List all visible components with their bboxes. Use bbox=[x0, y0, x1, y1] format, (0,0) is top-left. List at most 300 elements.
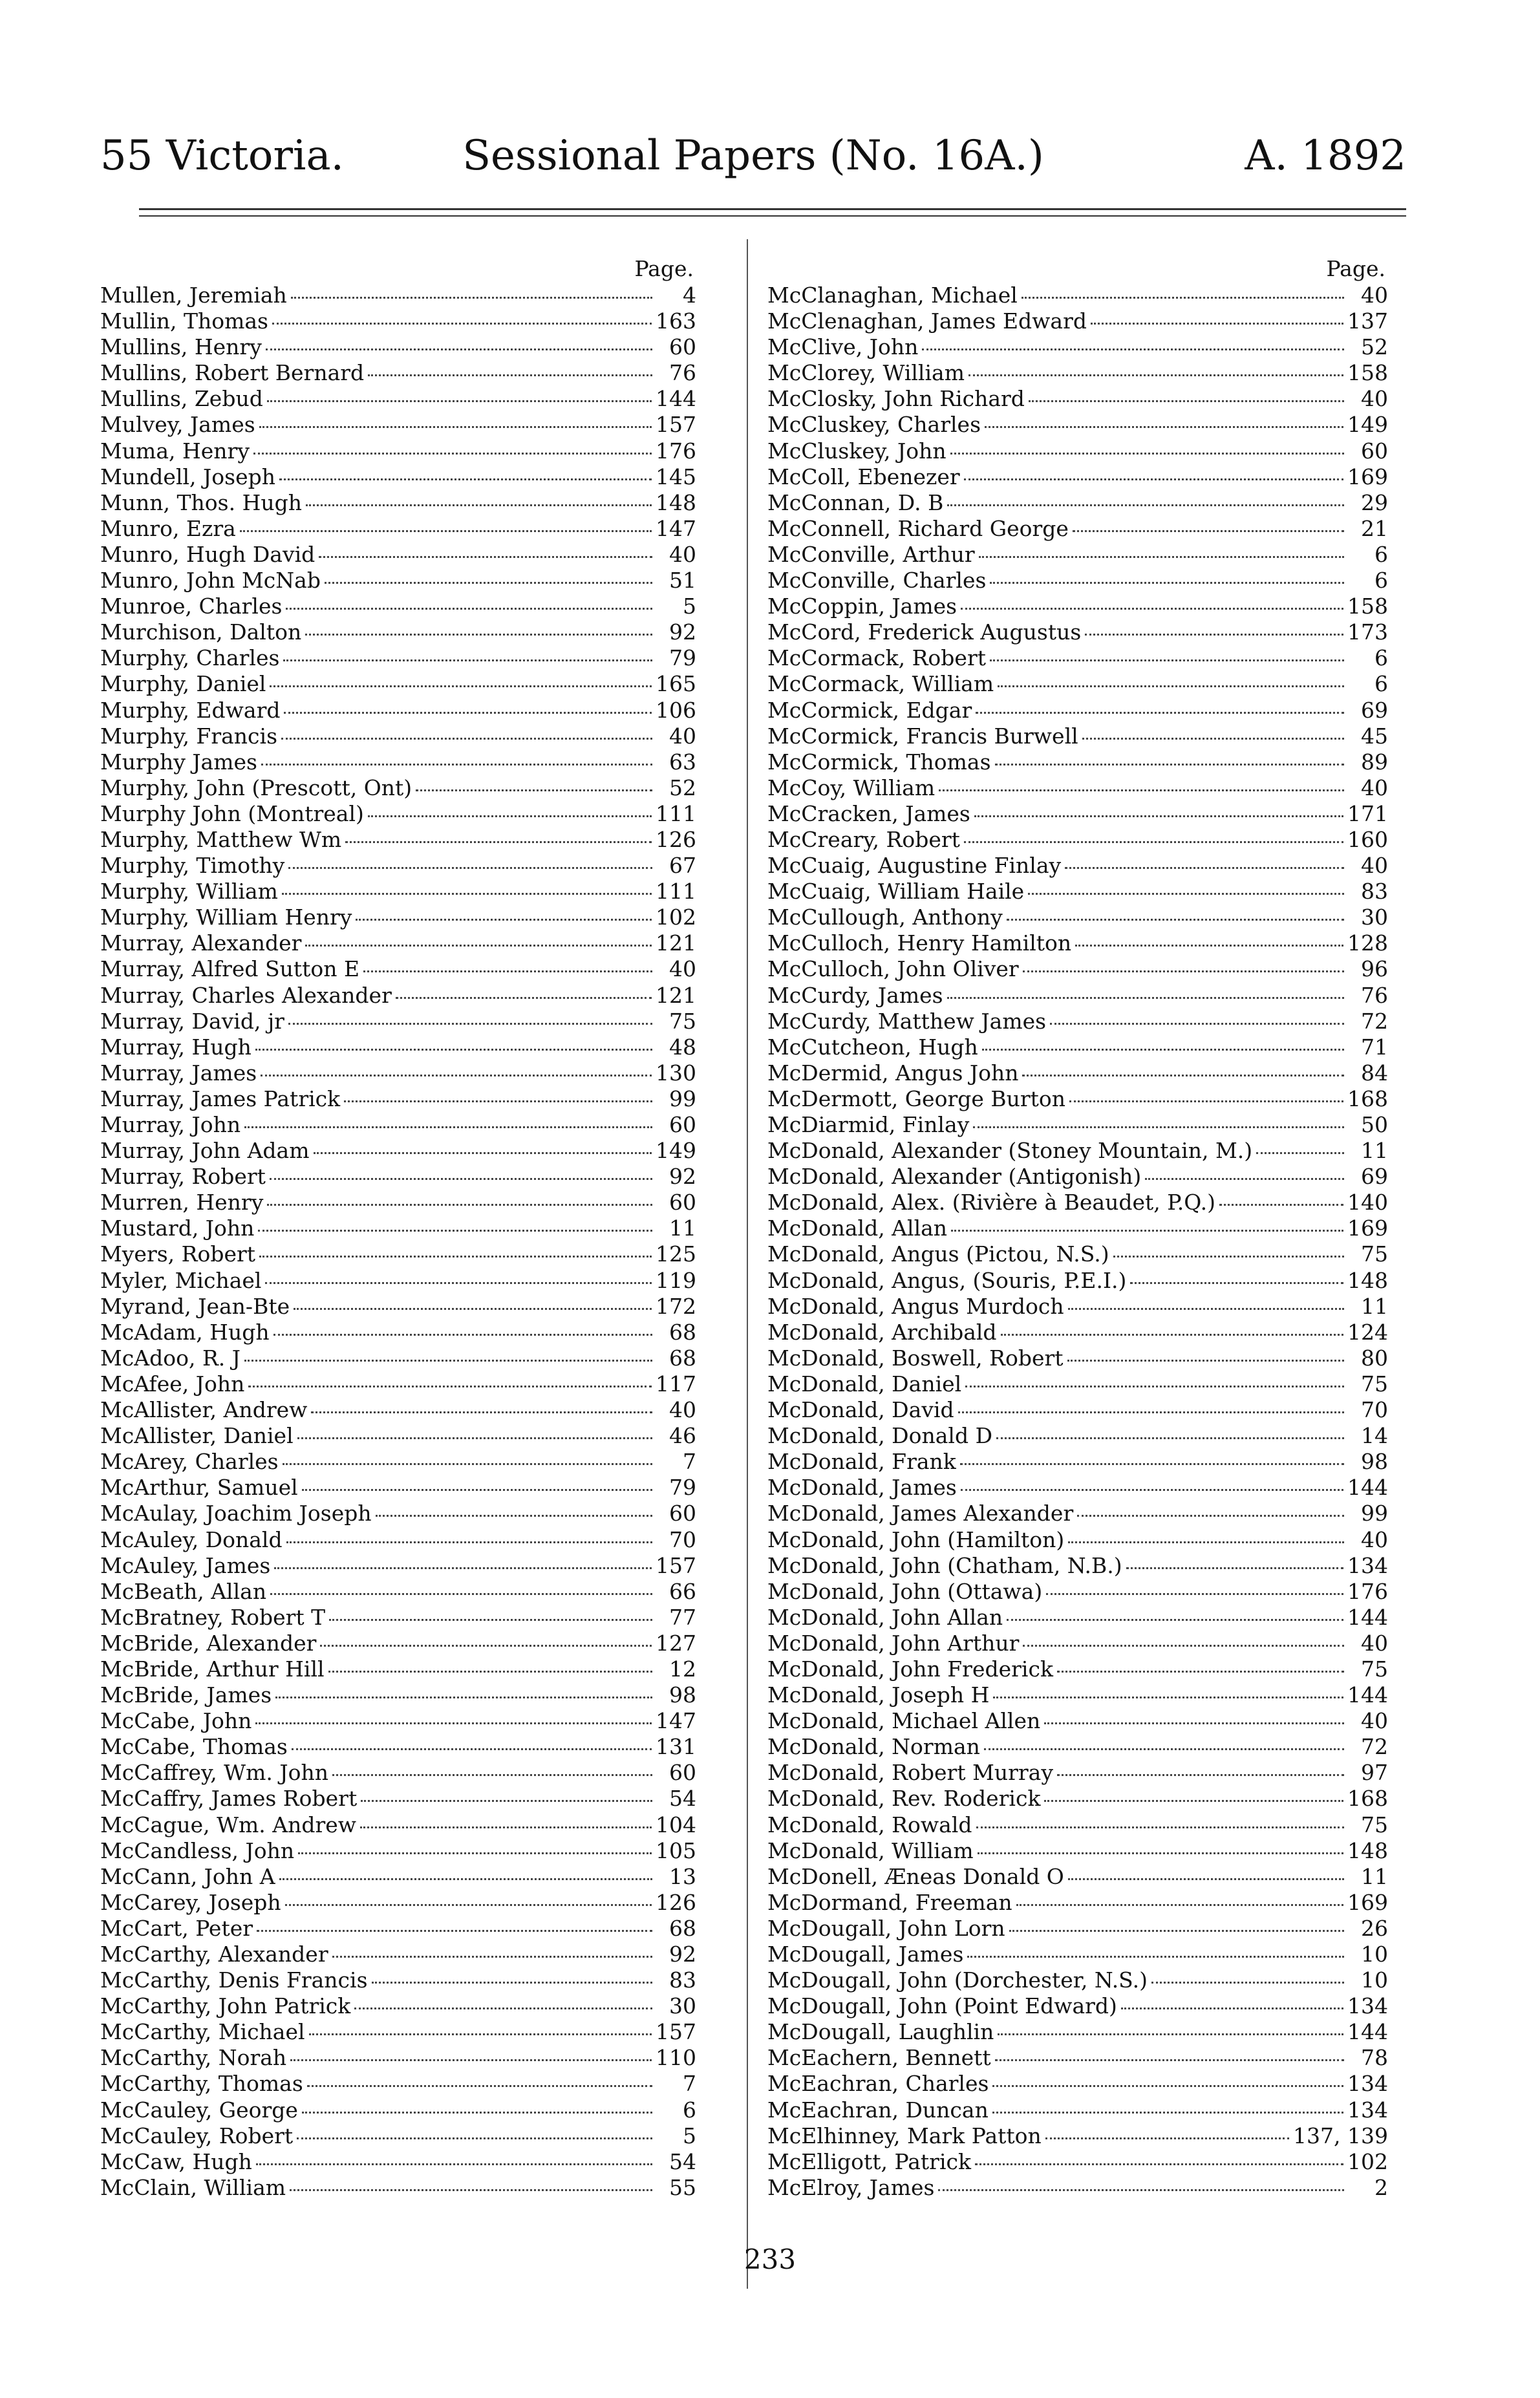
index-entry bbox=[767, 930, 1388, 956]
index-entry bbox=[767, 1605, 1388, 1631]
entry-name: McAllister, Andrew bbox=[100, 1397, 308, 1423]
entry-page: 148 bbox=[1347, 1837, 1388, 1863]
entry-page: 169 bbox=[1347, 1215, 1388, 1241]
dot-leader bbox=[294, 1308, 652, 1310]
entry-page: 173 bbox=[1347, 619, 1388, 645]
running-header bbox=[100, 127, 1406, 185]
dot-leader bbox=[974, 815, 1343, 817]
entry-page: 60 bbox=[669, 1501, 696, 1526]
entry-name: McConnan, D. B bbox=[767, 489, 944, 515]
entry-name: Murray, John bbox=[100, 1112, 241, 1137]
entry-page: 78 bbox=[1361, 2045, 1388, 2071]
index-entry bbox=[767, 1475, 1388, 1501]
entry-page: 48 bbox=[669, 1034, 696, 1060]
dot-leader bbox=[961, 1489, 1343, 1491]
entry-name: McCaffrey, Wm. John bbox=[100, 1760, 328, 1786]
entry-name: McCart, Peter bbox=[100, 1915, 253, 1941]
entry-name: McColl, Ebenezer bbox=[767, 464, 960, 489]
entry-page: 111 bbox=[656, 879, 696, 905]
entry-page: 144 bbox=[656, 386, 696, 412]
dot-leader bbox=[982, 1049, 1344, 1051]
dot-leader bbox=[951, 1230, 1343, 1232]
entry-page: 40 bbox=[1361, 283, 1388, 308]
entry-name: Murphy, Daniel bbox=[100, 671, 266, 697]
entry-name: McDonald, John (Ottawa) bbox=[767, 1578, 1043, 1604]
entry-name: McCarthy, Thomas bbox=[100, 2071, 303, 2097]
index-entry bbox=[100, 1215, 696, 1241]
entry-page: 134 bbox=[1347, 2071, 1388, 2097]
index-entry bbox=[100, 2071, 696, 2097]
index-entry bbox=[100, 2175, 696, 2201]
index-entry bbox=[100, 542, 696, 568]
entry-page: 158 bbox=[1347, 360, 1388, 386]
entry-name: McDonald, Rowald bbox=[767, 1812, 972, 1837]
dot-leader bbox=[376, 1515, 652, 1517]
dot-leader bbox=[283, 659, 652, 661]
dot-leader bbox=[938, 2189, 1344, 2191]
entry-page: 6 bbox=[683, 2097, 696, 2123]
dot-leader bbox=[305, 634, 652, 636]
entry-page: 60 bbox=[669, 1760, 696, 1786]
entry-page: 6 bbox=[1374, 671, 1388, 697]
dot-leader bbox=[363, 970, 652, 972]
entry-page: 70 bbox=[1361, 1397, 1388, 1423]
index-entry bbox=[100, 853, 696, 879]
entry-name: McAfee, John bbox=[100, 1371, 245, 1397]
entry-name: Mulvey, James bbox=[100, 412, 255, 438]
index-entry bbox=[100, 1890, 696, 1916]
entry-page: 171 bbox=[1347, 800, 1388, 826]
dot-leader bbox=[990, 582, 1344, 584]
index-entry bbox=[767, 645, 1388, 671]
index-entry bbox=[767, 723, 1388, 749]
index-list-left bbox=[100, 283, 696, 2201]
dot-leader bbox=[248, 1386, 652, 1387]
index-entry bbox=[100, 1786, 696, 1812]
entry-name: McDonald, Frank bbox=[767, 1449, 956, 1475]
dot-leader bbox=[253, 453, 652, 455]
index-entry bbox=[100, 698, 696, 723]
entry-name: McDougall, Laughlin bbox=[767, 2019, 994, 2045]
entry-page: 10 bbox=[1361, 1967, 1388, 1993]
index-entry bbox=[767, 1527, 1388, 1553]
entry-page: 5 bbox=[683, 2123, 696, 2148]
index-entry bbox=[767, 2097, 1388, 2123]
entry-name: McDonald, John (Hamilton) bbox=[767, 1526, 1065, 1552]
index-entry bbox=[767, 2149, 1388, 2175]
entry-name: McDonald, James bbox=[767, 1475, 957, 1501]
index-entry bbox=[767, 1241, 1388, 1267]
entry-name: McElhinney, Mark Patton bbox=[767, 2123, 1042, 2148]
index-entry bbox=[100, 464, 696, 490]
index-entry bbox=[100, 1579, 696, 1605]
dot-leader bbox=[1091, 323, 1343, 325]
entry-page: 158 bbox=[1347, 594, 1388, 619]
dot-leader bbox=[344, 1100, 652, 1102]
entry-name: McDonald, Donald D bbox=[767, 1423, 993, 1449]
entry-page: 148 bbox=[656, 489, 696, 515]
index-entry bbox=[767, 542, 1388, 568]
entry-page: 124 bbox=[1347, 1319, 1388, 1345]
entry-name: McDonald, William bbox=[767, 1837, 974, 1863]
index-entry bbox=[100, 1371, 696, 1397]
dot-leader bbox=[1256, 1152, 1344, 1154]
entry-name: McCabe, John bbox=[100, 1708, 252, 1734]
entry-name: McCarthy, Norah bbox=[100, 2045, 287, 2071]
index-entry bbox=[100, 1320, 696, 1345]
entry-page: 127 bbox=[656, 1630, 696, 1656]
entry-name: Munn, Thos. Hugh bbox=[100, 489, 302, 515]
entry-page: 126 bbox=[656, 826, 696, 852]
dot-leader bbox=[285, 1904, 652, 1906]
entry-page: 99 bbox=[669, 1086, 696, 1111]
entry-page: 40 bbox=[1361, 1526, 1388, 1552]
index-entry bbox=[100, 594, 696, 619]
index-entry bbox=[767, 1215, 1388, 1241]
index-entry bbox=[100, 1164, 696, 1190]
dot-leader bbox=[265, 1282, 652, 1284]
dot-leader bbox=[256, 2163, 652, 2165]
index-entry bbox=[767, 1838, 1388, 1864]
dot-leader bbox=[297, 1437, 652, 1439]
entry-page: 172 bbox=[656, 1293, 696, 1319]
dot-leader bbox=[305, 945, 652, 947]
entry-name: McConville, Charles bbox=[767, 568, 987, 594]
dot-leader bbox=[1113, 1256, 1344, 1258]
index-entry bbox=[767, 1993, 1388, 2019]
entry-page: 144 bbox=[1347, 1682, 1388, 1708]
dot-leader bbox=[976, 712, 1344, 714]
entry-name: McBeath, Allan bbox=[100, 1578, 267, 1604]
index-entry bbox=[767, 1631, 1388, 1656]
entry-page: 168 bbox=[1347, 1086, 1388, 1111]
entry-page: 30 bbox=[669, 1993, 696, 2019]
entry-page: 147 bbox=[656, 515, 696, 541]
entry-page: 125 bbox=[656, 1241, 696, 1267]
entry-page: 5 bbox=[683, 594, 696, 619]
dot-leader bbox=[1045, 2137, 1289, 2139]
dot-leader bbox=[416, 789, 652, 791]
index-entry bbox=[100, 1475, 696, 1501]
dot-leader bbox=[1130, 1282, 1343, 1284]
dot-leader bbox=[332, 1956, 652, 1958]
index-entry bbox=[100, 1086, 696, 1112]
index-entry bbox=[100, 1631, 696, 1656]
dot-leader bbox=[332, 1774, 652, 1776]
index-entry bbox=[100, 2149, 696, 2175]
entry-page: 40 bbox=[669, 1397, 696, 1423]
entry-page: 98 bbox=[669, 1682, 696, 1708]
dot-leader bbox=[290, 2059, 652, 2061]
entry-page: 60 bbox=[669, 1190, 696, 1215]
dot-leader bbox=[975, 2163, 1343, 2165]
entry-name: Munroe, Charles bbox=[100, 594, 283, 619]
dot-leader bbox=[261, 1075, 652, 1076]
dot-leader bbox=[240, 530, 652, 532]
entry-page: 106 bbox=[656, 697, 696, 723]
index-entry bbox=[767, 1708, 1388, 1734]
entry-page: 46 bbox=[669, 1423, 696, 1449]
entry-page: 97 bbox=[1361, 1760, 1388, 1786]
dot-leader bbox=[257, 1930, 652, 1932]
dot-leader bbox=[283, 1463, 652, 1465]
dot-leader bbox=[950, 453, 1344, 455]
index-entry bbox=[100, 568, 696, 594]
index-entry bbox=[767, 1397, 1388, 1423]
entry-name: McAllister, Daniel bbox=[100, 1423, 294, 1449]
index-entry bbox=[767, 594, 1388, 619]
dot-leader bbox=[273, 1334, 652, 1336]
entry-page: 145 bbox=[656, 464, 696, 489]
index-entry bbox=[100, 1138, 696, 1164]
dot-leader bbox=[1068, 1541, 1344, 1543]
index-entry bbox=[100, 723, 696, 749]
entry-name: McDonald, John (Chatham, N.B.) bbox=[767, 1552, 1122, 1578]
entry-name: Myers, Robert bbox=[100, 1241, 256, 1267]
index-entry bbox=[767, 1760, 1388, 1786]
entry-page: 128 bbox=[1347, 930, 1388, 956]
entry-name: McDonald, Boswell, Robert bbox=[767, 1345, 1064, 1371]
dot-leader bbox=[275, 1697, 652, 1698]
entry-page: 157 bbox=[656, 1552, 696, 1578]
entry-page: 13 bbox=[669, 1863, 696, 1889]
entry-page: 79 bbox=[669, 645, 696, 671]
dot-leader bbox=[961, 608, 1343, 610]
entry-name: McCague, Wm. Andrew bbox=[100, 1812, 357, 1837]
index-entry bbox=[767, 1345, 1388, 1371]
dot-leader bbox=[261, 764, 652, 765]
entry-name: Murray, Charles Alexander bbox=[100, 982, 392, 1008]
entry-name: Myrand, Jean-Bte bbox=[100, 1293, 290, 1319]
entry-name: Murphy, Timothy bbox=[100, 853, 285, 879]
index-entry bbox=[767, 671, 1388, 697]
entry-page: 89 bbox=[1361, 749, 1388, 775]
dot-leader bbox=[1065, 867, 1344, 869]
entry-page: 6 bbox=[1374, 645, 1388, 671]
index-entry bbox=[100, 516, 696, 542]
dot-leader bbox=[1077, 1515, 1344, 1517]
entry-name: McDonald, Angus (Pictou, N.S.) bbox=[767, 1241, 1109, 1267]
entry-page: 11 bbox=[1361, 1293, 1388, 1319]
dot-leader bbox=[1057, 1671, 1344, 1673]
dot-leader bbox=[1022, 1075, 1344, 1076]
dot-leader bbox=[325, 582, 652, 584]
index-entry bbox=[767, 490, 1388, 516]
dot-leader bbox=[281, 738, 652, 740]
entry-name: Mullins, Zebud bbox=[100, 386, 263, 412]
entry-page: 168 bbox=[1347, 1786, 1388, 1812]
index-entry bbox=[100, 645, 696, 671]
entry-name: McDougall, John (Dorchester, N.S.) bbox=[767, 1967, 1148, 1993]
entry-page: 2 bbox=[1374, 2174, 1388, 2200]
dot-leader bbox=[979, 556, 1344, 558]
entry-page: 14 bbox=[1361, 1423, 1388, 1449]
index-entry bbox=[767, 1320, 1388, 1345]
dot-leader bbox=[1046, 1593, 1343, 1595]
index-entry bbox=[767, 283, 1388, 308]
entry-name: McCluskey, Charles bbox=[767, 412, 981, 438]
index-entry bbox=[100, 490, 696, 516]
dot-leader bbox=[964, 841, 1343, 843]
dot-leader bbox=[266, 348, 652, 350]
dot-leader bbox=[998, 2033, 1343, 2035]
entry-page: 10 bbox=[1361, 1942, 1388, 1967]
entry-name: McDonald, Norman bbox=[767, 1734, 980, 1760]
index-entry bbox=[767, 386, 1388, 412]
entry-page: 68 bbox=[669, 1319, 696, 1345]
entry-name: McDonald, Angus, (Souris, P.E.I.) bbox=[767, 1267, 1127, 1293]
dot-leader bbox=[1121, 2007, 1343, 2009]
dot-leader bbox=[307, 2085, 652, 2087]
index-entry bbox=[100, 1734, 696, 1760]
index-entry bbox=[100, 2123, 696, 2149]
dot-leader bbox=[279, 478, 652, 480]
entry-page: 137, 139 bbox=[1293, 2123, 1388, 2148]
dot-leader bbox=[286, 1541, 652, 1543]
entry-page: 40 bbox=[1361, 1708, 1388, 1734]
entry-name: McCurdy, Matthew James bbox=[767, 1008, 1047, 1034]
index-entry bbox=[100, 1916, 696, 1942]
index-entry bbox=[100, 801, 696, 827]
entry-name: McDonald, James Alexander bbox=[767, 1501, 1074, 1526]
dot-leader bbox=[1069, 1100, 1343, 1102]
entry-name: Murphy, Charles bbox=[100, 645, 280, 671]
entry-page: 104 bbox=[656, 1812, 696, 1837]
index-entry bbox=[767, 1164, 1388, 1190]
dot-leader bbox=[1044, 1800, 1343, 1802]
index-entry bbox=[767, 801, 1388, 827]
entry-page: 30 bbox=[1361, 905, 1388, 930]
index-entry bbox=[100, 1838, 696, 1864]
entry-page: 121 bbox=[656, 930, 696, 956]
entry-name: Murphy, Edward bbox=[100, 697, 281, 723]
entry-name: McBride, Alexander bbox=[100, 1630, 317, 1656]
index-entry bbox=[767, 1501, 1388, 1526]
entry-name: McBride, James bbox=[100, 1682, 272, 1708]
entry-name: McDonald, Rev. Roderick bbox=[767, 1786, 1041, 1812]
dot-leader bbox=[1151, 1982, 1344, 1984]
index-entry bbox=[100, 1034, 696, 1060]
entry-name: McCormick, Francis Burwell bbox=[767, 723, 1078, 749]
dot-leader bbox=[368, 374, 652, 376]
entry-page: 40 bbox=[1361, 853, 1388, 879]
dot-leader bbox=[270, 685, 652, 687]
index-entry bbox=[100, 1423, 696, 1449]
entry-page: 149 bbox=[1347, 412, 1388, 438]
index-entry bbox=[767, 1682, 1388, 1708]
entry-page: 98 bbox=[1361, 1449, 1388, 1475]
entry-name: Murray, Hugh bbox=[100, 1034, 251, 1060]
entry-page: 99 bbox=[1361, 1501, 1388, 1526]
dot-leader bbox=[996, 1437, 1344, 1439]
entry-name: McCutcheon, Hugh bbox=[767, 1034, 978, 1060]
entry-page: 68 bbox=[669, 1345, 696, 1371]
entry-name: Mullins, Henry bbox=[100, 334, 262, 360]
entry-page: 176 bbox=[656, 438, 696, 464]
entry-page: 165 bbox=[656, 671, 696, 697]
index-entry bbox=[767, 1967, 1388, 1993]
entry-name: Murphy, William bbox=[100, 879, 278, 905]
entry-page: 92 bbox=[669, 1942, 696, 1967]
dot-leader bbox=[1001, 1334, 1343, 1336]
entry-name: Munro, John McNab bbox=[100, 568, 321, 594]
dot-leader bbox=[309, 2033, 652, 2035]
entry-name: McCaw, Hugh bbox=[100, 2148, 252, 2174]
entry-name: McClive, John bbox=[767, 334, 919, 360]
entry-name: Mustard, John bbox=[100, 1215, 255, 1241]
dot-leader bbox=[255, 1722, 652, 1724]
entry-name: McCandless, John bbox=[100, 1837, 295, 1863]
index-entry bbox=[100, 2097, 696, 2123]
index-entry bbox=[100, 619, 696, 645]
index-entry bbox=[767, 360, 1388, 386]
entry-name: McCabe, Thomas bbox=[100, 1734, 288, 1760]
entry-page: 131 bbox=[656, 1734, 696, 1760]
dot-leader bbox=[279, 1878, 652, 1880]
entry-name: McCulloch, Henry Hamilton bbox=[767, 930, 1072, 956]
dot-leader bbox=[1057, 1774, 1344, 1776]
index-list-right bbox=[767, 283, 1388, 2201]
index-entry bbox=[100, 2045, 696, 2071]
index-entry bbox=[100, 775, 696, 801]
header-rule-thin bbox=[139, 215, 1406, 217]
dot-leader bbox=[270, 1593, 652, 1595]
index-entry bbox=[100, 1501, 696, 1526]
dot-leader bbox=[1023, 970, 1344, 972]
index-entry bbox=[767, 853, 1388, 879]
dot-leader bbox=[291, 297, 652, 299]
index-entry bbox=[100, 1190, 696, 1215]
index-entry bbox=[100, 1656, 696, 1682]
entry-name: McCarey, Joseph bbox=[100, 1889, 281, 1915]
index-entry bbox=[767, 1190, 1388, 1215]
entry-name: McCullough, Anthony bbox=[767, 905, 1003, 930]
entry-name: McArey, Charles bbox=[100, 1449, 279, 1475]
dot-leader bbox=[267, 1204, 652, 1206]
entry-name: McCarthy, Michael bbox=[100, 2019, 305, 2045]
index-entry bbox=[100, 438, 696, 464]
index-entry bbox=[100, 1527, 696, 1553]
index-entry bbox=[767, 1138, 1388, 1164]
index-entry bbox=[100, 827, 696, 853]
dot-leader bbox=[1007, 919, 1344, 921]
entry-name: McCracken, James bbox=[767, 800, 970, 826]
entry-name: McCord, Frederick Augustus bbox=[767, 619, 1082, 645]
dot-leader bbox=[964, 478, 1343, 480]
entry-name: McCluskey, John bbox=[767, 438, 946, 464]
dot-leader bbox=[368, 815, 652, 817]
entry-page: 71 bbox=[1361, 1034, 1388, 1060]
index-entry bbox=[767, 698, 1388, 723]
index-entry bbox=[767, 1009, 1388, 1034]
entry-page: 54 bbox=[669, 1786, 696, 1812]
dot-leader bbox=[993, 1697, 1343, 1698]
index-entry bbox=[100, 1682, 696, 1708]
dot-leader bbox=[1044, 1722, 1344, 1724]
entry-page: 67 bbox=[669, 853, 696, 879]
entry-page: 26 bbox=[1361, 1915, 1388, 1941]
index-entry bbox=[100, 671, 696, 697]
dot-leader bbox=[259, 426, 652, 428]
entry-page: 96 bbox=[1361, 956, 1388, 982]
entry-page: 157 bbox=[656, 2019, 696, 2045]
index-entry bbox=[100, 1449, 696, 1475]
entry-name: Murphy James bbox=[100, 749, 257, 775]
index-entry bbox=[100, 956, 696, 982]
dot-leader bbox=[968, 374, 1343, 376]
dot-leader bbox=[1219, 1204, 1343, 1206]
entry-name: McClain, William bbox=[100, 2174, 286, 2200]
